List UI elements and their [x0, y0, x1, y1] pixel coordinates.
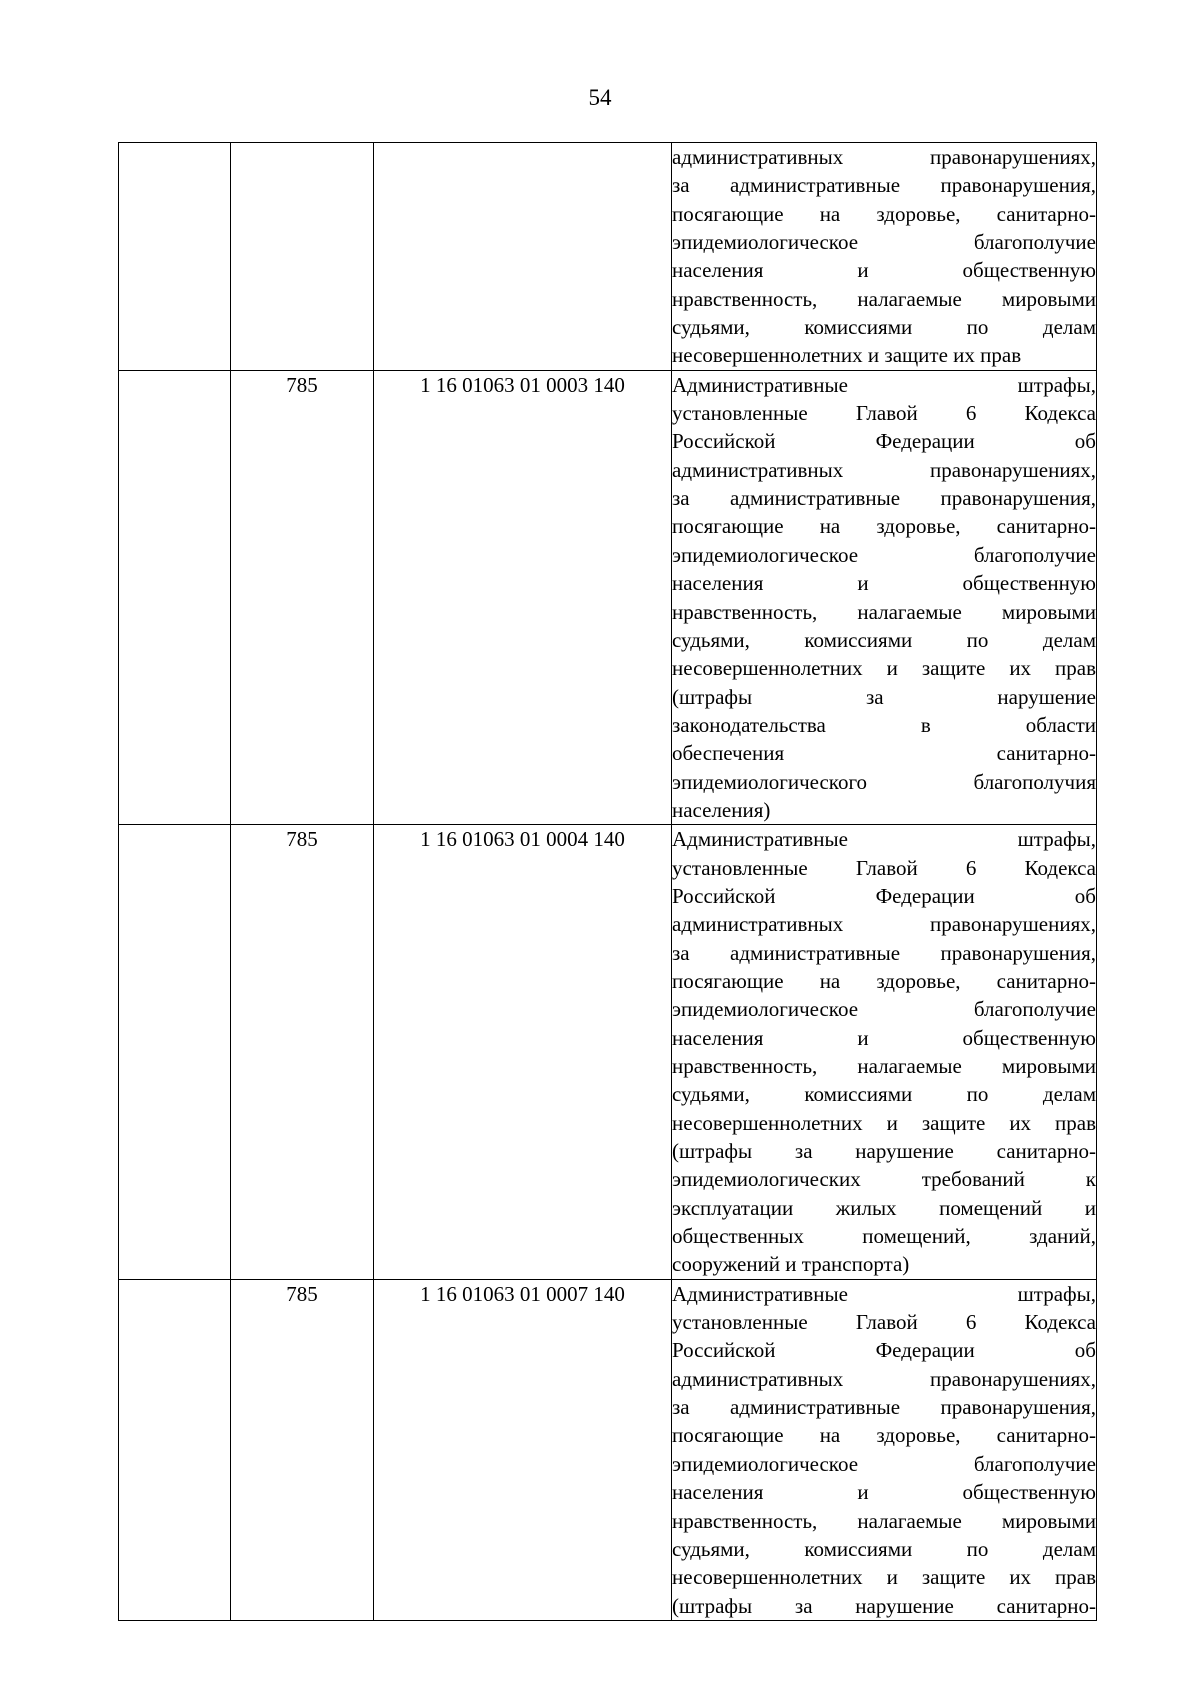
description-line: Административные штрафы, — [672, 372, 1096, 397]
description-line: Административные штрафы, — [672, 827, 1096, 852]
empty-cell — [119, 1279, 231, 1620]
revenue-codes-table — [118, 142, 1097, 1621]
description-line: обеспечения санитарно- — [672, 741, 1096, 766]
page-number: 54 — [588, 85, 612, 110]
description-line: нравственность, налагаемые мировыми — [672, 1054, 1096, 1078]
empty-cell — [119, 825, 231, 1280]
budget-code-cell: 1 16 01063 01 0004 140 — [374, 825, 672, 1280]
description-line: посягающие на здоровье, санитарно- — [672, 1423, 1096, 1448]
description-line: населения) — [672, 797, 771, 822]
description-line: (штрафы за нарушение — [672, 684, 1096, 709]
description-line: за административные правонарушения, — [672, 173, 1096, 198]
description-line: (штрафы за нарушение санитарно- — [672, 1593, 1096, 1618]
admin-code-cell: 785 — [231, 1279, 374, 1620]
table-row — [119, 143, 1097, 371]
description-line: Административные штрафы, — [672, 1281, 1096, 1306]
table-row — [119, 370, 1097, 825]
admin-code-cell — [231, 143, 374, 371]
description-line: посягающие на здоровье, санитарно- — [672, 201, 1096, 226]
description-line: посягающие на здоровье, санитарно- — [672, 514, 1096, 539]
admin-code-cell: 785 — [231, 370, 374, 825]
description-line: Российской Федерации об — [672, 883, 1096, 908]
description-line: нравственность, налагаемые мировыми — [672, 1508, 1096, 1533]
description-line: за административные правонарушения, — [672, 486, 1096, 511]
description-line: установленные Главой 6 Кодекса — [672, 401, 1096, 426]
description-line: административных правонарушениях, — [672, 457, 1096, 482]
description-line: установленные Главой 6 Кодекса — [672, 1310, 1096, 1335]
empty-cell — [119, 370, 231, 825]
description-line: Российской Федерации об — [672, 429, 1096, 454]
description-line: несовершеннолетних и защите их прав — [672, 1565, 1096, 1590]
budget-code-cell: 1 16 01063 01 0007 140 — [374, 1279, 672, 1620]
description-line: несовершеннолетних и защите их прав — [672, 656, 1096, 681]
description-line: эпидемиологическое благополучие — [672, 542, 1096, 567]
description-line: за административные правонарушения, — [672, 1395, 1096, 1420]
description-line: эпидемиологических требований к — [672, 1167, 1096, 1192]
description-line: административных правонарушениях, — [672, 912, 1096, 937]
description-line: за административные правонарушения, — [672, 940, 1096, 965]
description-line: посягающие на здоровье, санитарно- — [672, 968, 1096, 993]
description-line: эпидемиологическое благополучие — [672, 1451, 1096, 1476]
description-line: населения и общественную — [672, 258, 1096, 283]
description-line: эксплуатации жилых помещений и — [672, 1195, 1096, 1220]
description-line: населения и общественную — [672, 1480, 1096, 1505]
empty-cell — [119, 143, 231, 371]
description-line: административных правонарушениях, — [672, 1366, 1096, 1391]
description-line: населения и общественную — [672, 571, 1096, 596]
description-line: административных правонарушениях, — [672, 145, 1096, 169]
description-line: нравственность, налагаемые мировыми — [672, 286, 1096, 311]
table-row — [119, 1279, 1097, 1620]
description-line: сооружений и транспорта) — [672, 1252, 910, 1277]
description-line: законодательства в области — [672, 712, 1096, 737]
description-line: судьями, комиссиями по делам — [672, 1536, 1096, 1561]
description-line: нравственность, налагаемые мировыми — [672, 599, 1096, 624]
description-line: судьями, комиссиями по делам — [672, 627, 1096, 652]
description-line: эпидемиологическое благополучие — [672, 997, 1096, 1022]
description-cell — [672, 825, 1097, 1280]
description-line: судьями, комиссиями по делам — [672, 315, 1096, 340]
description-line: эпидемиологического благополучия — [672, 769, 1096, 794]
description-line: установленные Главой 6 Кодекса — [672, 855, 1096, 880]
budget-code-cell — [374, 143, 672, 371]
description-line: Российской Федерации об — [672, 1338, 1096, 1363]
description-cell — [672, 370, 1097, 825]
budget-code-cell: 1 16 01063 01 0003 140 — [374, 370, 672, 825]
table-row — [119, 825, 1097, 1280]
description-cell — [672, 143, 1097, 371]
description-line: (штрафы за нарушение санитарно- — [672, 1139, 1096, 1164]
admin-code-cell: 785 — [231, 825, 374, 1280]
description-line: общественных помещений, зданий, — [672, 1224, 1096, 1249]
description-line: населения и общественную — [672, 1025, 1096, 1050]
description-line: эпидемиологическое благополучие — [672, 230, 1096, 255]
description-line: несовершеннолетних и защите их прав — [672, 343, 1022, 368]
description-line: судьями, комиссиями по делам — [672, 1082, 1096, 1107]
description-line: несовершеннолетних и защите их прав — [672, 1110, 1096, 1135]
description-cell — [672, 1279, 1097, 1620]
